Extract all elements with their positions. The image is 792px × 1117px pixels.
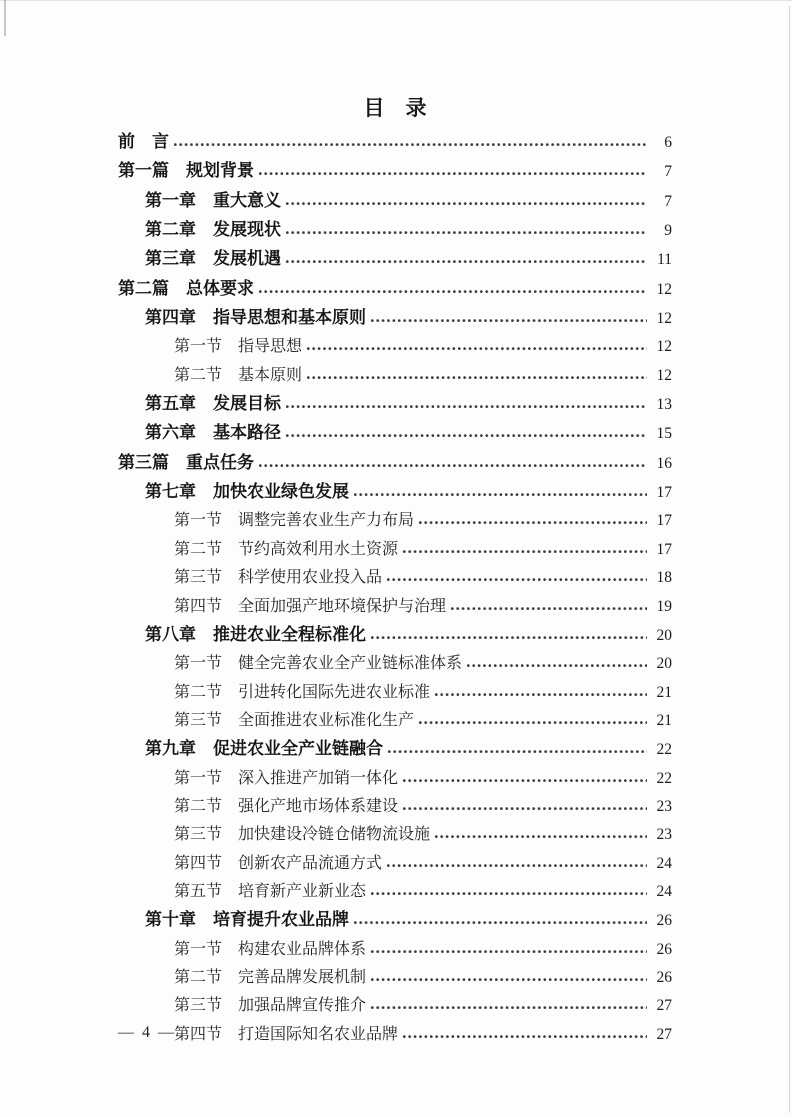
toc-entry-label: 第二节 基本原则	[174, 366, 303, 384]
toc-entry-label: 第七章 加快农业绿色发展	[145, 482, 349, 502]
toc-entry	[118, 128, 672, 157]
toc-entry-label: 前 言	[118, 132, 169, 151]
toc-entry	[118, 449, 672, 478]
toc-entry-label: 第十章 培育提升农业品牌	[145, 910, 349, 930]
toc-entry	[118, 793, 672, 821]
toc-entry	[118, 187, 672, 216]
toc-entry-label: 第四节 打造国际知名农业品牌	[174, 1025, 399, 1043]
toc-dot-leader	[387, 572, 647, 582]
toc-entry-label: 第一节 构建农业品牌体系	[174, 940, 367, 958]
toc-entry-page: 20	[656, 626, 672, 644]
toc-entry-label: 第二节 完善品牌发展机制	[174, 968, 367, 986]
toc-entry-page: 27	[656, 997, 672, 1015]
toc-entry-page: 13	[656, 396, 672, 414]
toc-dot-leader	[435, 829, 647, 839]
toc-entry-label: 第一节 健全完善农业全产业链标准体系	[174, 655, 463, 673]
toc-entry-label: 第五章 发展目标	[145, 394, 281, 414]
toc-entry	[118, 707, 672, 735]
toc-entry-label: 第一章 重大意义	[145, 190, 281, 210]
toc-entry-page: 23	[656, 826, 672, 844]
toc-entry-page: 15	[656, 425, 672, 443]
toc-dot-leader	[259, 284, 647, 294]
toc-entry-page: 26	[656, 912, 672, 930]
toc-entry-label: 第一节 调整完善农业生产力布局	[174, 512, 415, 530]
toc-entry-label: 第一篇 规划背景	[118, 161, 254, 181]
toc-dot-leader	[286, 254, 647, 264]
toc-entry	[118, 735, 672, 764]
toc-dot-leader	[371, 630, 647, 640]
toc-entry	[118, 679, 672, 707]
toc-entry-label: 第一节 指导思想	[174, 338, 303, 356]
toc-entry	[118, 964, 672, 992]
toc-entry-label: 第三节 全面推进农业标准化生产	[174, 711, 415, 729]
toc-entry-page: 16	[656, 454, 672, 472]
toc-entry	[118, 333, 672, 361]
toc-entry	[118, 157, 672, 186]
toc-dot-leader	[286, 225, 647, 235]
toc-dot-leader	[403, 773, 647, 783]
toc-dot-leader	[419, 715, 647, 725]
toc-entry-page: 12	[656, 280, 672, 298]
toc-entry-label: 第三节 科学使用农业投入品	[174, 569, 383, 587]
toc-entry-page: 27	[656, 1025, 672, 1043]
toc-entry-page: 17	[656, 512, 672, 530]
toc-entry-label: 第六章 基本路径	[145, 423, 281, 443]
toc-entry-page: 26	[656, 968, 672, 986]
toc-dot-leader	[371, 972, 647, 982]
toc-entry	[118, 478, 672, 507]
toc-entry	[118, 390, 672, 419]
toc-entry-page: 12	[656, 366, 672, 384]
toc-entry-page: 11	[657, 251, 672, 269]
toc-entry	[118, 936, 672, 964]
scan-edge-top	[0, 0, 792, 1]
toc-entry-page: 22	[656, 741, 672, 759]
toc-dot-leader	[371, 886, 647, 896]
toc-entry	[118, 419, 672, 448]
toc-entry-page: 24	[656, 854, 672, 872]
toc-entry-page: 21	[656, 711, 672, 729]
toc-dot-leader	[388, 744, 647, 754]
toc-entry	[118, 1021, 672, 1049]
toc-entry	[118, 621, 672, 650]
toc-entry	[118, 507, 672, 535]
toc-list	[118, 128, 672, 1049]
toc-dot-leader	[286, 399, 647, 409]
toc-dot-leader	[354, 915, 647, 925]
toc-entry	[118, 906, 672, 935]
toc-entry-label: 第二节 节约高效利用水土资源	[174, 540, 399, 558]
toc-entry-page: 19	[656, 597, 672, 615]
toc-entry-page: 6	[664, 134, 672, 151]
toc-entry-label: 第三篇 重点任务	[118, 452, 254, 472]
toc-dot-leader	[419, 515, 647, 525]
toc-entry-page: 24	[656, 882, 672, 900]
toc-dot-leader	[354, 487, 647, 497]
toc-entry	[118, 362, 672, 390]
toc-entry	[118, 245, 672, 274]
toc-dot-leader	[307, 341, 647, 351]
toc-entry-label: 第三节 加快建设冷链仓储物流设施	[174, 826, 431, 844]
toc-entry-page: 9	[664, 222, 672, 240]
toc-entry	[118, 593, 672, 621]
page-number-footer: — 4 —	[118, 1024, 176, 1041]
toc-entry	[118, 564, 672, 592]
toc-entry-page: 20	[656, 655, 672, 673]
toc-entry-label: 第五节 培育新产业新业态	[174, 882, 367, 900]
scan-corner-artifact	[4, 0, 6, 36]
toc-entry-page: 26	[656, 940, 672, 958]
toc-entry	[118, 765, 672, 793]
toc-entry-label: 第三节 加强品牌宣传推介	[174, 997, 367, 1015]
toc-entry-page: 12	[656, 338, 672, 356]
toc-dot-leader	[259, 458, 647, 468]
toc-entry-page: 21	[656, 683, 672, 701]
toc-entry	[118, 216, 672, 245]
toc-dot-leader	[371, 944, 647, 954]
toc-dot-leader	[286, 196, 647, 206]
toc-dot-leader	[286, 428, 647, 438]
toc-entry	[118, 992, 672, 1020]
scan-edge-right	[789, 6, 790, 1113]
toc-entry-label: 第四章 指导思想和基本原则	[145, 308, 366, 328]
toc-entry-label: 第八章 推进农业全程标准化	[145, 624, 366, 644]
toc-dot-leader	[451, 601, 647, 611]
toc-content	[118, 96, 672, 1049]
toc-entry	[118, 850, 672, 878]
toc-entry-page: 7	[664, 192, 672, 210]
toc-entry-label: 第三章 发展机遇	[145, 249, 281, 269]
toc-entry-page: 22	[656, 769, 672, 787]
toc-entry-label: 第九章 促进农业全产业链融合	[145, 739, 383, 759]
toc-entry	[118, 821, 672, 849]
toc-dot-leader	[371, 313, 647, 323]
toc-entry-label: 第四节 全面加强产地环境保护与治理	[174, 597, 447, 615]
toc-entry-page: 12	[656, 310, 672, 328]
toc-dot-leader	[403, 801, 647, 811]
toc-entry	[118, 878, 672, 906]
toc-entry-label: 第一节 深入推进产加销一体化	[174, 769, 399, 787]
toc-entry	[118, 536, 672, 564]
toc-dot-leader	[259, 166, 647, 176]
toc-entry-page: 17	[656, 540, 672, 558]
toc-entry-page: 7	[664, 163, 672, 181]
toc-dot-leader	[371, 1000, 647, 1010]
toc-entry	[118, 275, 672, 304]
toc-entry-label: 第四节 创新农产品流通方式	[174, 854, 383, 872]
toc-dot-leader	[403, 544, 647, 554]
toc-entry-page: 23	[656, 797, 672, 815]
toc-entry	[118, 650, 672, 678]
toc-dot-leader	[387, 858, 647, 868]
toc-dot-leader	[307, 370, 647, 380]
toc-entry	[118, 304, 672, 333]
toc-dot-leader	[403, 1029, 647, 1039]
toc-title: 目 录	[363, 97, 427, 120]
toc-dot-leader	[174, 137, 647, 147]
toc-entry-page: 18	[656, 569, 672, 587]
toc-entry-label: 第二节 引进转化国际先进农业标准	[174, 683, 431, 701]
toc-dot-leader	[467, 658, 647, 668]
toc-entry-label: 第二篇 总体要求	[118, 278, 254, 298]
toc-entry-label: 第二章 发展现状	[145, 220, 281, 240]
toc-entry-page: 17	[656, 484, 672, 502]
toc-dot-leader	[435, 687, 647, 697]
toc-entry-label: 第二节 强化产地市场体系建设	[174, 797, 399, 815]
